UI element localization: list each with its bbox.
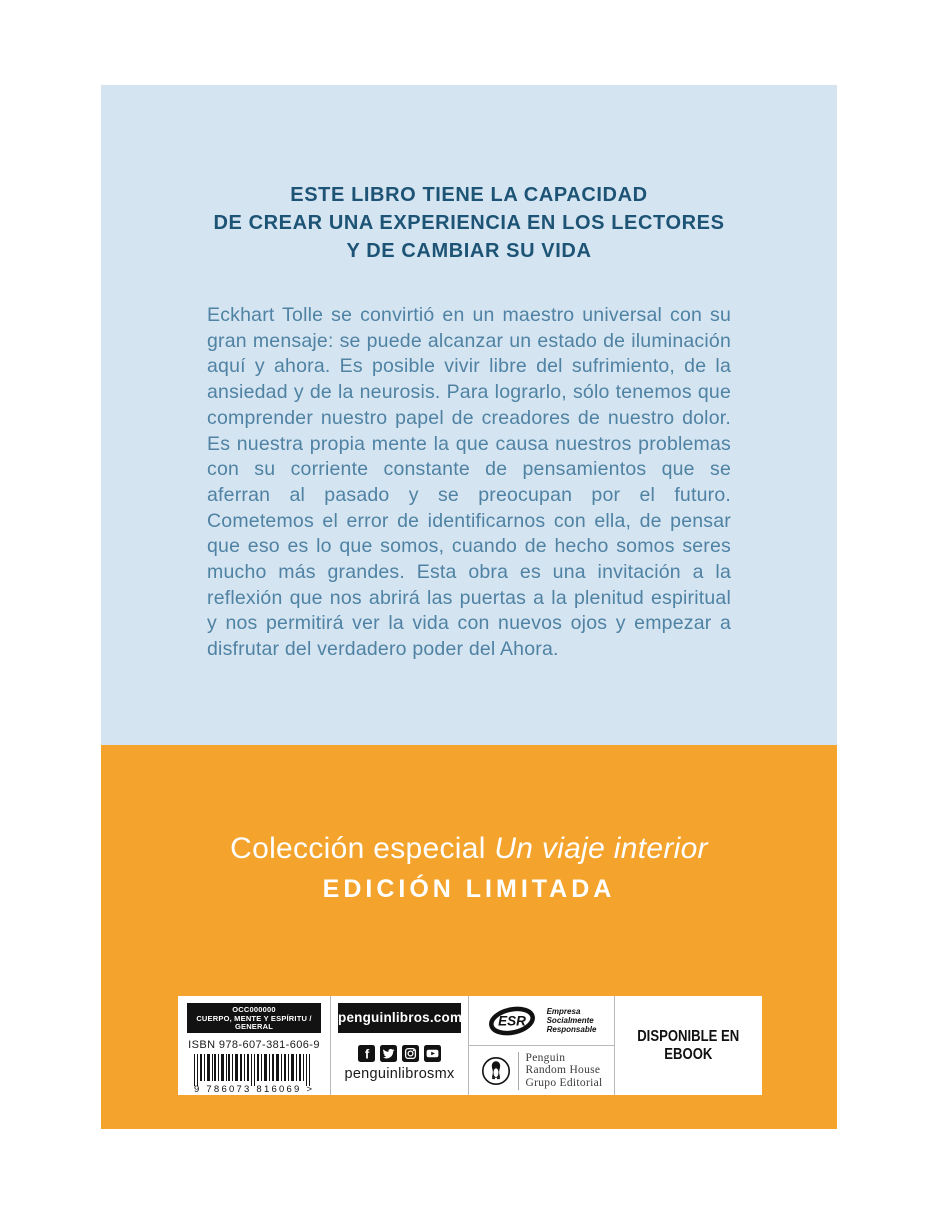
- synopsis-paragraph: Eckhart Tolle se convirtió en un maestro universal con su gran mensaje: se puede alcanzar un estado de iluminación aquí y ahora. Es posible vivir libre del sufrimiento, de la ansiedad y de la neurosis. Para lograrlo, sólo tenemos que comprender nuestro papel de creadores de nuestro dolor. Es nuestra propia mente la que causa nuestros problemas con su corriente constante de pensamientos que se aferran al pasado y se preocupan por el futuro. Cometemos el error de identificarnos con ella, de pensar que eso es lo que somos, cuando de hecho somos seres mucho más grandes. Esta obra es una invitación a la reflexión que nos abrirá las puertas a la plenitud espiritual y nos permitirá ver la vida con nuevos ojos y empezar a disfrutar del verdadero poder del Ahora.: [207, 304, 731, 661]
- ebook-cell: [614, 996, 761, 1095]
- esr-logo-icon: [487, 1003, 543, 1039]
- headline-line-1: ESTE LIBRO TIENE LA CAPACIDAD: [290, 184, 648, 206]
- orange-section: [101, 745, 837, 1129]
- website-box: penguinlibros.com: [338, 1003, 461, 1033]
- headline-line-3: Y DE CAMBIAR SU VIDA: [346, 240, 592, 262]
- collection-prefix: Colección especial: [230, 832, 486, 865]
- cover-card: [101, 85, 837, 1129]
- publisher-name: Penguin Random House Grupo Editorial: [525, 1051, 603, 1089]
- publisher-divider: [518, 1052, 519, 1090]
- instagram-icon: [402, 1045, 419, 1062]
- esr-row: [469, 996, 614, 1046]
- category-code: OCC000000: [232, 1005, 276, 1014]
- collection-name: Un viaje interior: [494, 832, 708, 865]
- headline-line-2: DE CREAR UNA EXPERIENCIA EN LOS LECTORES: [213, 212, 725, 234]
- category-line: CUERPO, MENTE Y ESPÍRITU /: [196, 1013, 312, 1023]
- svg-text:f: f: [364, 1046, 370, 1062]
- category-line: GENERAL: [234, 1022, 274, 1032]
- web-social-cell: [330, 996, 468, 1095]
- ebook-line-2: EBOOK: [663, 1045, 713, 1063]
- ebook-line-1: DISPONIBLE EN: [636, 1028, 740, 1045]
- youtube-icon: [424, 1045, 441, 1062]
- esr-caption: Empresa Socialmente Responsable: [546, 1007, 597, 1034]
- info-bar: [178, 996, 762, 1095]
- blue-section: [101, 85, 837, 745]
- facebook-icon: [358, 1045, 375, 1062]
- twitter-icon: [380, 1045, 397, 1062]
- social-icons: [338, 1045, 461, 1062]
- headline: [101, 181, 837, 265]
- category-isbn-cell: [178, 996, 330, 1095]
- collection-title: [101, 831, 837, 867]
- barcode: [192, 1053, 316, 1093]
- isbn-label: ISBN 978-607-381-606-9: [188, 1039, 320, 1051]
- logos-cell: [468, 996, 614, 1095]
- barcode-digits: 9 786073 816069 >: [194, 1084, 312, 1093]
- esr-logo-text: ESR: [497, 1013, 526, 1028]
- penguin-logo-icon: [481, 1056, 511, 1086]
- social-handle: penguinlibrosmx: [344, 1066, 455, 1082]
- edition-label: EDICIÓN LIMITADA: [322, 875, 616, 903]
- category-box: [187, 1003, 321, 1033]
- publisher-row: [469, 1046, 614, 1095]
